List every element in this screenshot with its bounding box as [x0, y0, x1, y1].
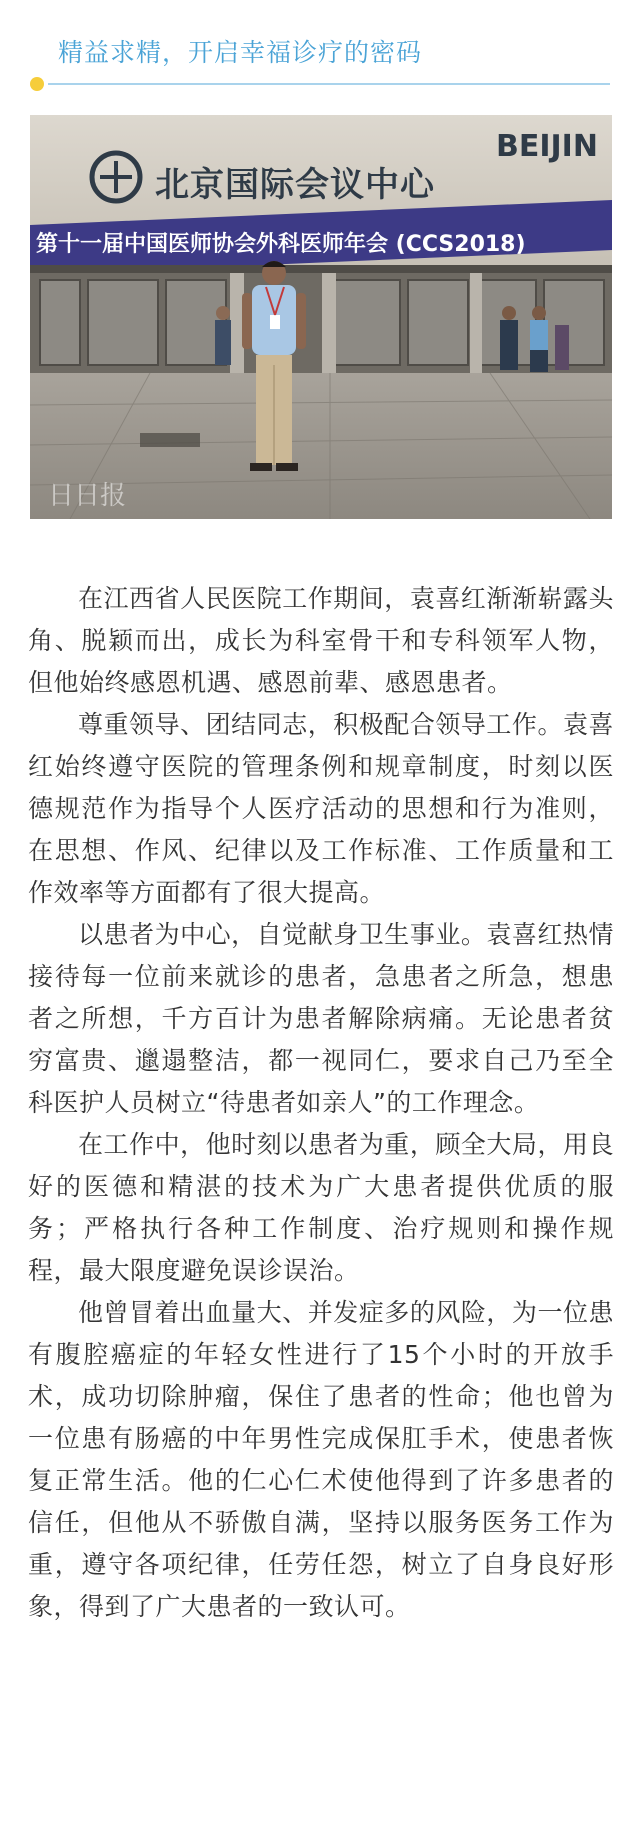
- article-paragraph: 尊重领导、团结同志，积极配合领导工作。袁喜红始终遵守医院的管理条例和规章制度，时刻以医德规范作为指导个人医疗活动的思想和行为准则，在思想、作风、纪律以及工作标准、工作质量和工作效率等方面都有了很大提高。: [28, 710, 614, 907]
- article-body: [28, 578, 614, 1628]
- section-header: [0, 0, 640, 95]
- article-paragraph: 他曾冒着出血量大、并发症多的风险，为一位患有腹腔癌症的年轻女性进行了15个小时的开放手术，成功切除肿瘤，保住了患者的性命；他也曾为一位患有肠癌的中年男性完成保肛手术，使患者恢复正常生活。他的仁心仁术使他得到了许多患者的信任，但他从不骄傲自满，坚持以服务医务工作为重，遵守各项纪律，任劳任怨，树立了自身良好形象，得到了广大患者的一致认可。: [28, 1298, 614, 1621]
- section-title: 精益求精，开启幸福诊疗的密码: [58, 38, 423, 67]
- building-sign-english: BEIJIN: [496, 129, 598, 164]
- article-paragraph: 在工作中，他时刻以患者为重，顾全大局，用良好的医德和精湛的技术为广大患者提供优质的服务；严格执行各种工作制度、治疗规则和操作规程，最大限度避免误诊误治。: [28, 1130, 614, 1285]
- photo-watermark: 日日报: [48, 481, 127, 511]
- header-divider-line: [48, 83, 610, 85]
- header-dot-decoration: [30, 77, 44, 91]
- article-paragraph: 在江西省人民医院工作期间，袁喜红渐渐崭露头角、脱颖而出，成长为科室骨干和专科领军人物，但他始终感恩机遇、感恩前辈、感恩患者。: [28, 584, 614, 697]
- conference-photo: [30, 115, 612, 519]
- article-paragraph: 以患者为中心，自觉献身卫生事业。袁喜红热情接待每一位前来就诊的患者，急患者之所急，想患者之所想，千方百计为患者解除病痛。无论患者贫穷富贵、邋遢整洁，都一视同仁，要求自己乃至全科医护人员树立“待患者如亲人”的工作理念。: [28, 920, 614, 1117]
- conference-banner-text: 第十一届中国医师协会外科医师年会 (CCS2018): [36, 232, 526, 257]
- building-sign-chinese: 北京国际会议中心: [155, 165, 435, 205]
